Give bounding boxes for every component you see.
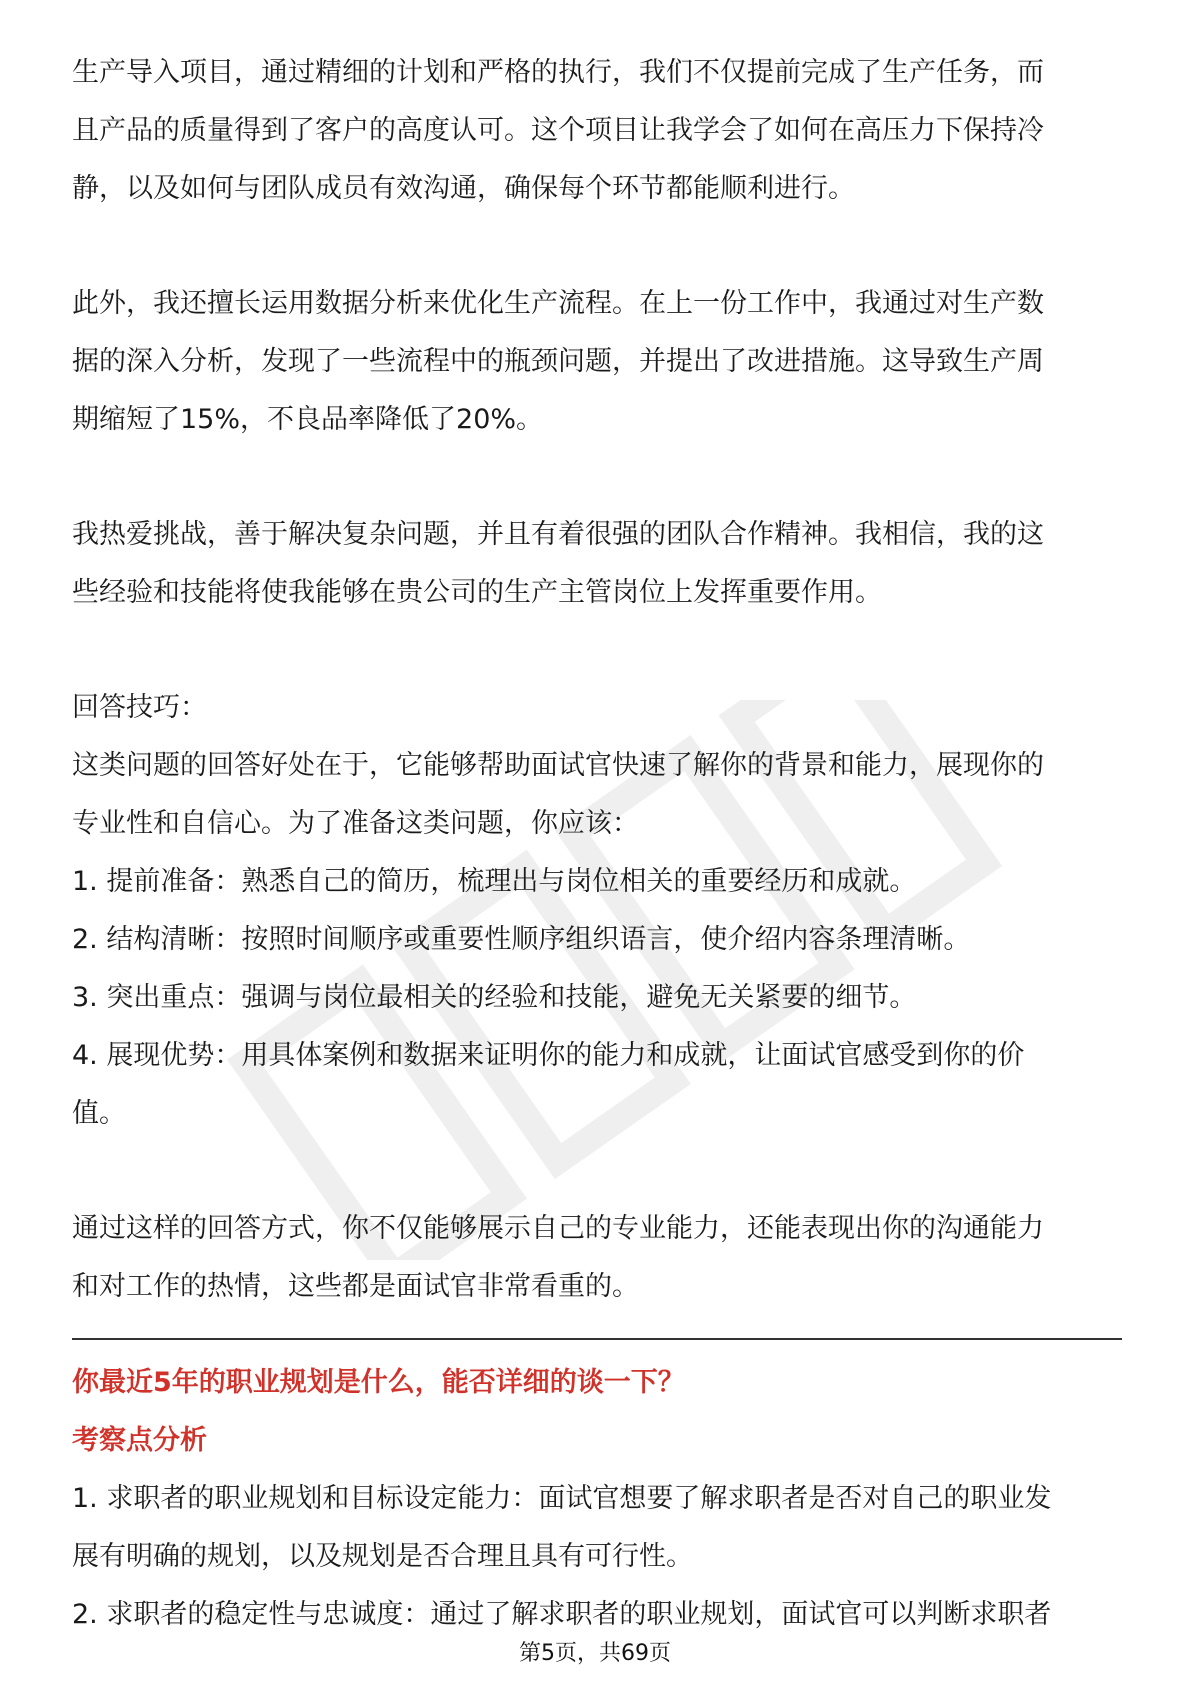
section-divider [72,1338,1122,1340]
document-page [72,44,1122,1644]
tip-item: 2. 结构清晰：按照时间顺序或重要性顺序组织语言，使介绍内容条理清晰。 [72,924,971,955]
text-line: 些经验和技能将使我能够在贵公司的生产主管岗位上发挥重要作用。 [72,577,882,608]
text-line: 生产导入项目，通过精细的计划和严格的执行，我们不仅提前完成了生产任务，而 [72,57,1044,88]
text-line: 专业性和自信心。为了准备这类问题，你应该： [72,808,639,839]
tip-item: 值。 [72,1098,126,1129]
page-number: 第5页，共69页 [519,1641,671,1666]
tip-item: 4. 展现优势：用具体案例和数据来证明你的能力和成就，让面试官感受到你的价 [72,1040,1025,1071]
text-line: 据的深入分析，发现了一些流程中的瓶颈问题，并提出了改进措施。这导致生产周 [72,346,1044,377]
text-line: 且产品的质量得到了客户的高度认可。这个项目让我学会了如何在高压力下保持冷 [72,115,1044,146]
analysis-point: 展有明确的规划，以及规划是否合理且具有可行性。 [72,1541,693,1572]
analysis-point: 1. 求职者的职业规划和目标设定能力：面试官想要了解求职者是否对自己的职业发 [72,1483,1052,1514]
analysis-point: 2. 求职者的稳定性与忠诚度：通过了解求职者的职业规划，面试官可以判断求职者 [72,1599,1052,1630]
text-line: 和对工作的热情，这些都是面试官非常看重的。 [72,1271,639,1302]
text-line: 此外，我还擅长运用数据分析来优化生产流程。在上一份工作中，我通过对生产数 [72,288,1044,319]
text-line: 期缩短了15%，不良品率降低了20%。 [72,404,544,435]
analysis-heading: 考察点分析 [72,1425,207,1456]
text-line: 静，以及如何与团队成员有效沟通，确保每个环节都能顺利进行。 [72,173,855,204]
text-line: 通过这样的回答方式，你不仅能够展示自己的专业能力，还能表现出你的沟通能力 [72,1213,1044,1244]
text-line: 这类问题的回答好处在于，它能够帮助面试官快速了解你的背景和能力，展现你的 [72,750,1044,781]
tips-heading: 回答技巧： [72,692,207,723]
question-title: 你最近5年的职业规划是什么，能否详细的谈一下？ [72,1367,685,1398]
text-line: 我热爱挑战，善于解决复杂问题，并且有着很强的团队合作精神。我相信，我的这 [72,519,1044,550]
tip-item: 1. 提前准备：熟悉自己的简历，梳理出与岗位相关的重要经历和成就。 [72,866,917,897]
tip-item: 3. 突出重点：强调与岗位最相关的经验和技能，避免无关紧要的细节。 [72,982,917,1013]
